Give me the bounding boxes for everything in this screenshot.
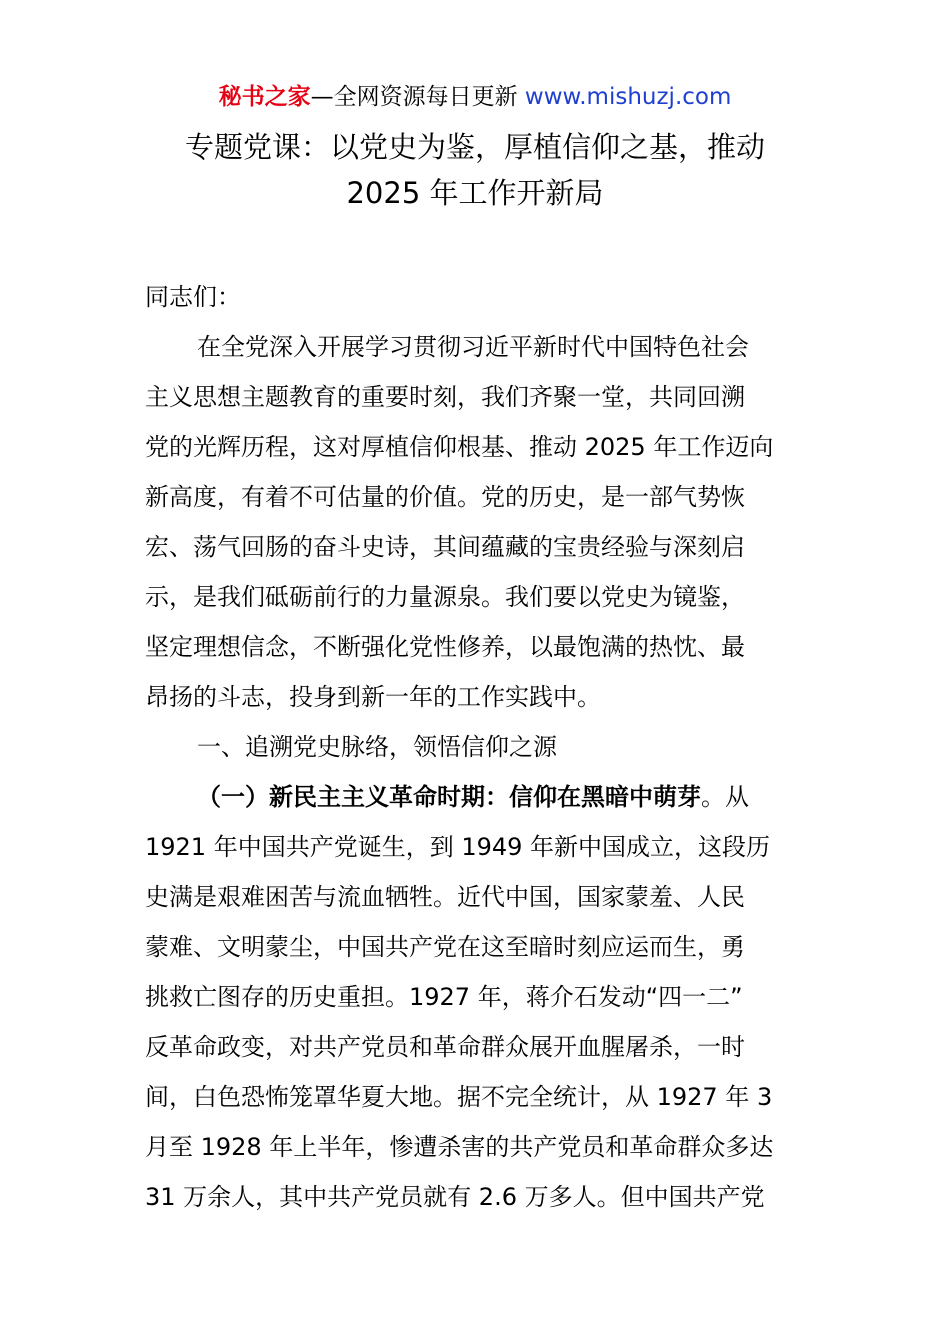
salutation: 同志们：: [145, 283, 241, 311]
site-header: [0, 80, 950, 114]
subsection-1-heading-tail: 。从: [701, 783, 749, 811]
document-title: [0, 124, 950, 216]
subsection-1-heading: （一）新民主主义革命时期：信仰在黑暗中萌芽: [197, 783, 701, 811]
intro-line-1: 在全党深入开展学习贯彻习近平新时代中国特色社会: [197, 333, 749, 361]
intro-line-2: 主义思想主题教育的重要时刻，我们齐聚一堂，共同回溯: [145, 383, 745, 411]
sub1-line-1: 1921 年中国共产党诞生，到 1949 年新中国成立，这段历: [145, 833, 771, 861]
intro-line-7: 坚定理想信念，不断强化党性修养，以最饱满的热忱、最: [145, 633, 745, 661]
intro-line-3: 党的光辉历程，这对厚植信仰根基、推动 2025 年工作迈向: [145, 433, 774, 461]
intro-line-4: 新高度，有着不可估量的价值。党的历史，是一部气势恢: [145, 483, 745, 511]
intro-line-5: 宏、荡气回肠的奋斗史诗，其间蕴藏的宝贵经验与深刻启: [145, 533, 745, 561]
document-body: [145, 272, 810, 1222]
brand-name: 秘书之家: [218, 84, 311, 110]
section-1-heading: 一、追溯党史脉络，领悟信仰之源: [197, 733, 557, 761]
intro-line-6: 示，是我们砥砺前行的力量源泉。我们要以党史为镜鉴，: [145, 583, 745, 611]
site-url-link[interactable]: www.mishuzj.com: [524, 84, 732, 110]
sub1-line-8: 31 万余人，其中共产党员就有 2.6 万多人。但中国共产党: [145, 1183, 765, 1211]
sub1-line-6: 间，白色恐怖笼罩华夏大地。据不完全统计，从 1927 年 3: [145, 1083, 773, 1111]
sub1-line-7: 月至 1928 年上半年，惨遭杀害的共产党员和革命群众多达: [145, 1133, 774, 1161]
sub1-line-3: 蒙难、文明蒙尘，中国共产党在这至暗时刻应运而生，勇: [145, 933, 745, 961]
title-line-1: 专题党课：以党史为鉴，厚植信仰之基，推动: [184, 130, 765, 164]
sub1-line-4: 挑救亡图存的历史重担。1927 年，蒋介石发动“四一二”: [145, 983, 743, 1011]
title-line-2: 2025 年工作开新局: [346, 176, 604, 210]
subsection-1-first-line: [145, 772, 810, 822]
intro-line-8: 昂扬的斗志，投身到新一年的工作实践中。: [145, 683, 601, 711]
sub1-line-5: 反革命政变，对共产党员和革命群众展开血腥屠杀，一时: [145, 1033, 745, 1061]
header-slogan: —全网资源每日更新: [310, 84, 518, 110]
sub1-line-2: 史满是艰难困苦与流血牺牲。近代中国，国家蒙羞、人民: [145, 883, 745, 911]
